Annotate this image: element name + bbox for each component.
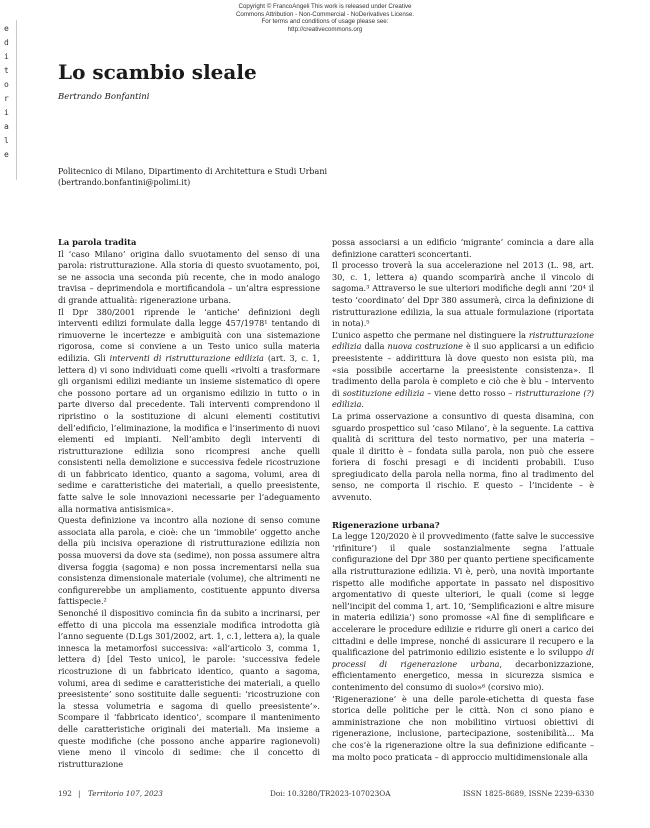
license-link[interactable]: http://creativecommons.org [287, 25, 363, 33]
license-notice [200, 3, 450, 33]
paragraph: Questa definizione va incontro alla nozione di senso comune associata alla parola, e cioè: che un ‘immobile’ oggetto anche della più incisiva operazione di ristrutturazione edilizia non possa muoversi da dove sta (sedime), non possa assumere altra diversa foggia (sagoma) e non possa incrementarsi nella sua consistenza dimensionale materiale (volume), che altrimenti ne configurerebbe un ampliamento, costituente appunto diversa fattispecie.² [58, 515, 320, 607]
license-line: Commons Attribution - Non-Commercial - NoDerivatives License. [235, 10, 415, 18]
paragraph: possa associarsi a un edificio ‘migrante’ comincia a dare alla definizione caratteri sconcertanti. [332, 237, 594, 259]
side-letter: r [4, 94, 9, 103]
side-letter: o [4, 80, 9, 89]
side-letter: d [4, 38, 9, 47]
article-author: Bertrando Bonfantini [58, 92, 150, 102]
paragraph: Il Dpr 380/2001 riprende le ‘antiche’ definizioni degli interventi edilizi formulate dalla legge 457/1978¹ tentando di rimuoverne le incertezze e ambiguità con una sistemazione rigorosa, come si conviene a un Testo unico sulla materia edilizia. Gli interventi di ristrutturazione edilizia (art. 3, c. 1, lettera d) vi sono individuati come quelli «rivolti a trasformare gli organismi edilizi mediante un insieme sistematico di opere che possono portare ad un organismo edilizio in tutto o in parte diverso dal precedente. Tali interventi comprendono il ripristino o la sostituzione di alcuni elementi costitutivi dell’edificio, l’eliminazione, la modifica e l’inserimento di nuovi elementi ed impianti. Nell’ambito degli interventi di ristrutturazione edilizia sono ricompresi anche quelli consistenti nella demolizione e successiva fedele ricostruzione di un fabbricato identico, quanto a sagoma, volumi, area di sedime e caratteristiche dei materiali, a quello preesistente, fatte salve le sole innovazioni necessarie per l’adeguamento alla normativa antisismica». [58, 306, 320, 514]
left-column [58, 237, 320, 770]
side-letter: i [4, 52, 9, 61]
page-number: 192 [58, 789, 72, 798]
issn: ISSN 1825-8689, ISSNe 2239-6330 [462, 789, 594, 798]
side-letter: i [4, 108, 9, 117]
section-side-label [0, 20, 17, 180]
paragraph: La prima osservazione a consuntivo di questa disamina, con sguardo prospettico sul ‘caso Milano’, è la seguente. La cattiva qualità di scrittura del testo normativo, per una materia – quale il diritto è – fondata sulla parola, non può che essere foriera di foschi presagi e di incidenti probabili. L’uso spregiudicato della parola nella norma, fino al tradimento del senso, ne comporta il rischio. E questo – l’incidente – è avvenuto. [332, 410, 594, 503]
paragraph: L’unico aspetto che permane nel distinguere la ristrutturazione edilizia dalla nuova costruzione è il suo applicarsi a un edificio preesistente – addirittura là dove questo non esista più, ma «sia possibile accertarne la preesistente consistenza». Il tradimento della parola è completo e ciò che è blu – intervento di sostituzione edilizia – viene detto rosso – ristrutturazione (?) edilizia. [332, 329, 594, 410]
side-letter: l [4, 136, 9, 145]
license-line: For terms and conditions of usage please see: [261, 18, 389, 25]
paragraph: Senonché il dispositivo comincia fin da subito a incrinarsi, per effetto di una piccola ma essenziale modifica introdotta già l’anno seguente (D.Lgs 301/2002, art. 1, c.1, lettera a), la quale innesca la metamorfosi successiva: «all’articolo 3, comma 1, lettera d) [del Testo unico], le parole: ‘successiva fedele ricostruzione di un fabbricato identico, quanto a sagoma, volumi, area di sedime e caratteristiche dei materiali, a quello preesistente’ sono sostituite dalle seguenti: ‘ricostruzione con la stessa volumetria e sagoma di quello preesistente’». Scompare il ‘fabbricato identico’, scompare il mantenimento delle caratteristiche originali dei materiali. Ma insieme a queste modifiche (che possono anche apparire ragionevoli) viene meno il vincolo di sedime: che il concetto di ristrutturazione [58, 608, 320, 769]
journal-name: Territorio 107, 2023 [88, 789, 163, 798]
affiliation-text: Politecnico di Milano, Dipartimento di Architettura e Studi Urbani [58, 167, 328, 176]
right-column [332, 237, 594, 763]
author-email[interactable]: (bertrando.bonfantini@polimi.it) [58, 178, 191, 187]
section-gap [332, 504, 594, 520]
article-title: Lo scambio sleale [58, 60, 257, 84]
section-heading: Rigenerazione urbana? [332, 519, 440, 530]
side-letter: t [4, 66, 9, 75]
section-heading: La parola tradita [58, 237, 137, 247]
side-letter: e [4, 150, 9, 159]
side-letter: e [4, 24, 9, 33]
doi[interactable]: Doi: 10.3280/TR2023-107023OA [270, 789, 391, 798]
license-line: Copyright © FrancoAngeli This work is released under Creative [238, 3, 412, 10]
side-letter: a [4, 122, 9, 131]
paragraph: Il ‘caso Milano’ origina dallo svuotamento del senso di una parola: ristrutturazione. Alla storia di questo svuotamento, poi, se ne associa una seconda più recente, che in modo analogo travisa – deprimendola e mortificandola – un’altra espressione di grande attualità: rigenerazione urbana. [58, 248, 320, 305]
paragraph: Il processo troverà la sua accelerazione nel 2013 (L. 98, art. 30, c. 1, lettera a) quando scomparirà anche il vincolo di sagoma.³ Attraverso le sue ulteriori modifiche degli anni ’20⁴ il testo ‘coordinato’ del Dpr 380 assumerà, circa la definizione di ristrutturazione edilizia, la sua attuale formulazione (riportata in nota).⁵ [332, 260, 594, 329]
paragraph: La legge 120/2020 è il provvedimento (fatte salve le successive ‘rifiniture’) il quale sostanzialmente segna l’attuale configurazione del Dpr 380 per quanto pertiene specificamente alla ristrutturazione edilizia. Vi è, però, una novità importante rispetto alle modifiche apportate in passato nel dispositivo argomentativo di queste ulteriori, le quali (come si legge nell’incipit del comma 1, art. 10, ‘Semplificazioni e altre misure in materia edilizia’) sono promosse «Al fine di semplificare e accelerare le procedure edilizie e ridurre gli oneri a carico dei cittadini e delle imprese, nonché di assicurare il recupero e la qualificazione del patrimonio edilizio esistente e lo sviluppo di processi di rigenerazione urbana, decarbonizzazione, efficientamento energetico, messa in sicurezza sismica e contenimento del consumo di suolo»⁶ (corsivo mio). [332, 531, 594, 692]
paragraph: ‘Rigenerazione’ è una delle parole-etichetta di questa fase storica delle politiche per le città. Non ci sono piano e amministrazione che non mobilitino virtuosi obiettivi di rigenerazione, inclusione, partecipazione, sostenibilità… Ma che cos’è la rigenerazione oltre la sua definizione edificante – ma molto poco praticata – di approccio multidimensionale alla [332, 693, 594, 762]
author-affiliation [58, 166, 327, 188]
footer-separator: | [78, 789, 81, 798]
